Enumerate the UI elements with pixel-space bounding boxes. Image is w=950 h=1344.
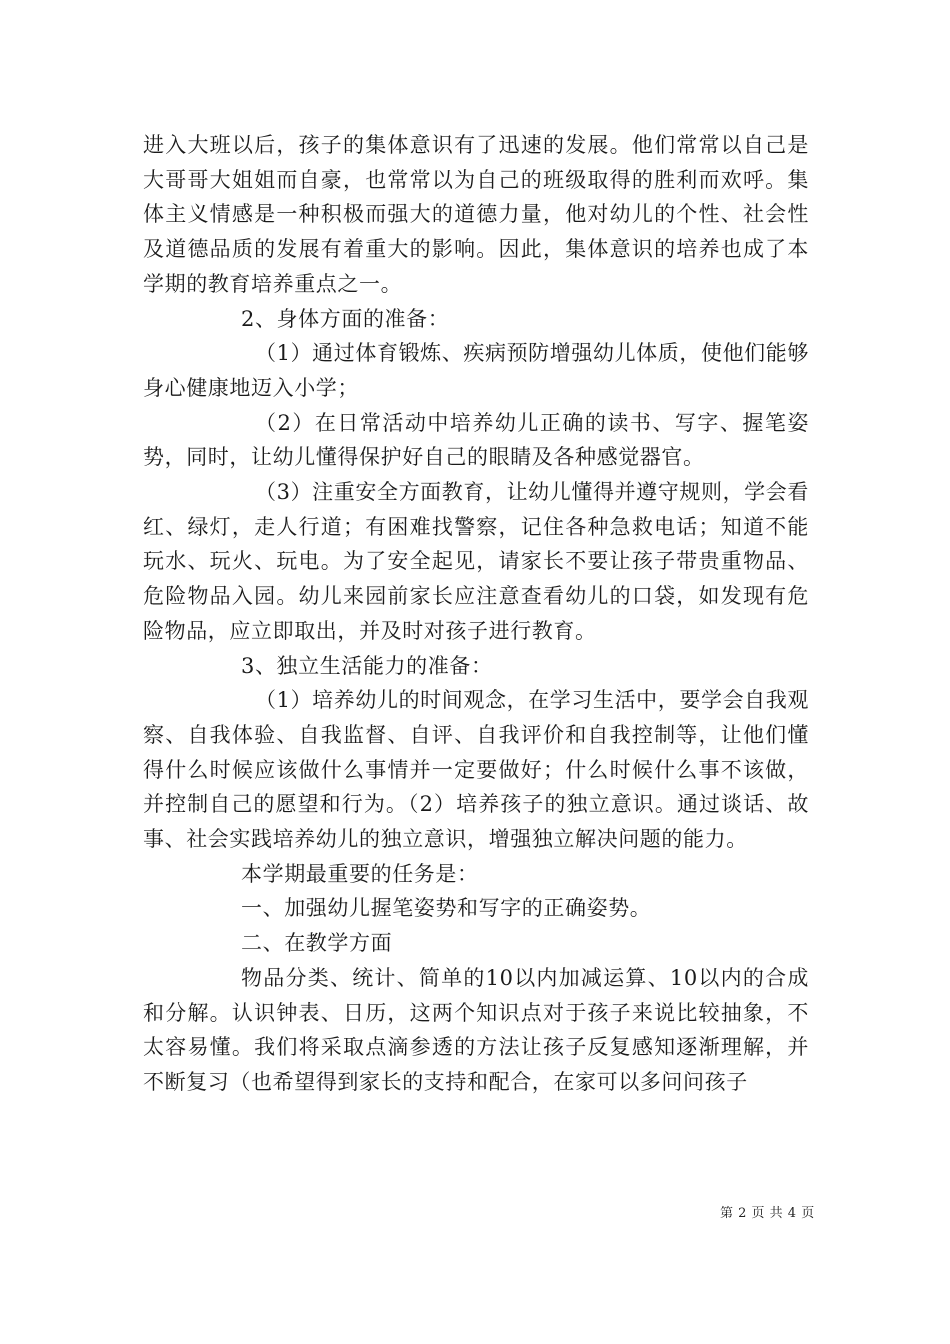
paragraph-physical-item-3: （3）注重安全方面教育，让幼儿懂得并遵守规则，学会看红、绿灯，走人行道；有困难找警察，记住各种急救电话；知道不能玩水、玩火、玩电。为了安全起见，请家长不要让孩子带贵重物品、危险物品入园。幼儿来园前家长应注意查看幼儿的口袋，如发现有危险物品，应立即取出，并及时对孩子进行教育。 bbox=[143, 480, 809, 643]
paragraph-physical-item-2: （2）在日常活动中培养幼儿正确的读书、写字、握笔姿势，同时，让幼儿懂得保护好自己的眼睛及各种感觉器官。 bbox=[143, 410, 809, 470]
heading-physical-preparation: 2、身体方面的准备： bbox=[241, 306, 450, 331]
document-body bbox=[143, 128, 809, 1100]
paragraph-task-one: 一、加强幼儿握笔姿势和写字的正确姿势。 bbox=[241, 896, 652, 921]
paragraph-collective-awareness: 进入大班以后，孩子的集体意识有了迅速的发展。他们常常以自己是大哥哥大姐姐而自豪，也常常以为自己的班级取得的胜利而欢呼。集体主义情感是一种积极而强大的道德力量，他对幼儿的个性、社会性及道德品质的发展有着重大的影响。因此，集体意识的培养也成了本学期的教育培养重点之一。 bbox=[143, 133, 809, 296]
page-number: 第 2 页 共 4 页 bbox=[720, 1206, 815, 1221]
heading-semester-tasks: 本学期最重要的任务是： bbox=[241, 861, 479, 886]
paragraph-independent-item-1: （1）培养幼儿的时间观念，在学习生活中，要学会自我观察、自我体验、自我监督、自评、自我评价和自我控制等，让他们懂得什么时候应该做什么事情并一定要做好；什么时候什么事不该做，并控制自己的愿望和行为。（2）培养孩子的独立意识。通过谈话、故事、社会实践培养幼儿的独立意识，增强独立解决问题的能力。 bbox=[143, 688, 809, 852]
paragraph-teaching-content: 物品分类、统计、简单的10以内加减运算、10以内的合成和分解。认识钟表、日历，这两个知识点对于孩子来说比较抽象，不太容易懂。我们将采取点滴参透的方法让孩子反复感知逐渐理解，并不断复习（也希望得到家长的支持和配合，在家可以多问问孩子 bbox=[143, 965, 809, 1094]
paragraph-physical-item-1: （1）通过体育锻炼、疾病预防增强幼儿体质，使他们能够身心健康地迈入小学； bbox=[143, 341, 809, 400]
paragraph-task-two: 二、在教学方面 bbox=[241, 931, 393, 956]
heading-independent-living: 3、独立生活能力的准备： bbox=[241, 653, 493, 678]
